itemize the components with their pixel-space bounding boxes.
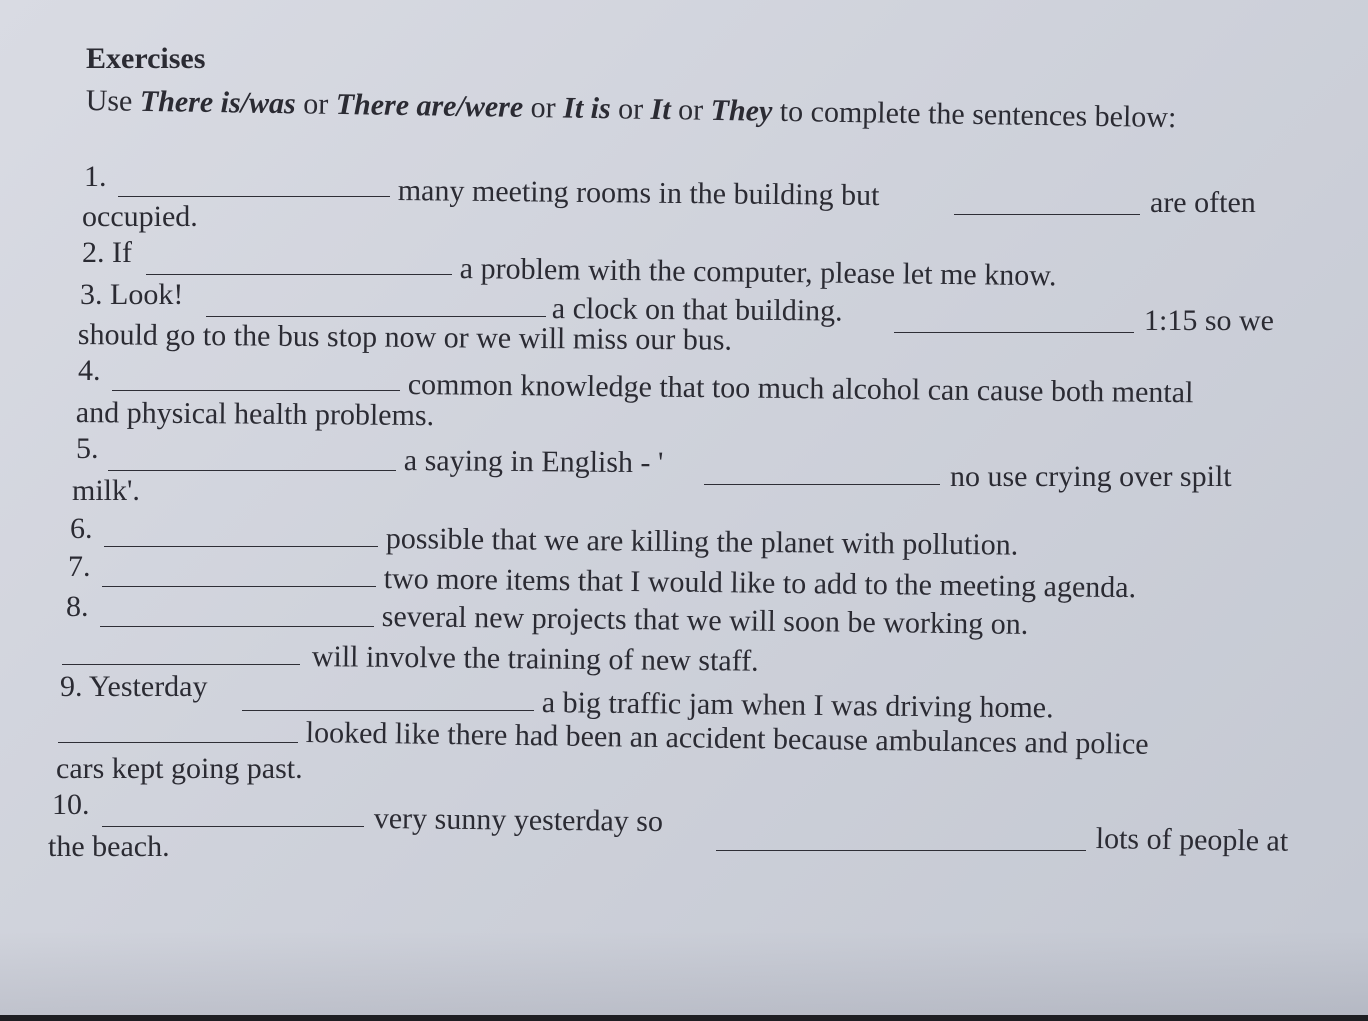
sentence-5-text-3: milk'. xyxy=(72,474,140,507)
sentence-10-blank-1[interactable] xyxy=(102,826,364,827)
sentence-7-text: two more items that I would like to add to the meeting agenda. xyxy=(383,562,1137,605)
sentence-1-text-2: are often xyxy=(1150,186,1256,219)
sentence-4-blank[interactable] xyxy=(112,390,400,391)
sentence-9-number: 9. Yesterday xyxy=(60,670,208,703)
worksheet-title: Exercises xyxy=(86,42,206,75)
page-shadow xyxy=(0,931,1368,1021)
sentence-2-blank[interactable] xyxy=(146,274,452,275)
sentence-8-blank-2[interactable] xyxy=(62,664,300,665)
sentence-6-text: possible that we are killing the planet with pollution. xyxy=(385,522,1019,562)
sentence-6-number: 6. xyxy=(70,512,93,545)
sentence-5-blank-1[interactable] xyxy=(108,470,396,471)
sentence-9-blank-2[interactable] xyxy=(58,742,298,743)
sentence-10-number: 10. xyxy=(52,788,90,821)
sentence-9-text-2: looked like there had been an accident because ambulances and police xyxy=(305,716,1149,761)
sentence-9-text-3: cars kept going past. xyxy=(56,752,303,785)
sentence-10-text-2: lots of people at xyxy=(1095,822,1289,858)
sentence-1-text-1: many meeting rooms in the building but xyxy=(397,174,880,213)
sentence-9-blank-1[interactable] xyxy=(242,710,534,711)
sentence-9-text-1: a big traffic jam when I was driving home. xyxy=(541,686,1054,725)
sentence-3-text-1: a clock on that building. xyxy=(551,292,843,328)
sentence-4-text-1: common knowledge that too much alcohol can cause both mental xyxy=(407,368,1194,410)
sentence-8-blank-1[interactable] xyxy=(100,626,374,627)
sentence-1-blank-1[interactable] xyxy=(118,196,390,197)
sentence-3-text-2: 1:15 so we xyxy=(1144,304,1274,337)
sentence-10-text-1: very sunny yesterday so xyxy=(373,802,664,839)
sentence-5-number: 5. xyxy=(76,432,99,465)
sentence-7-blank[interactable] xyxy=(102,586,376,587)
sentence-4-text-2: and physical health problems. xyxy=(75,396,435,433)
sentence-2-number: 2. If xyxy=(82,236,132,269)
sentence-5-text-2: no use crying over spilt xyxy=(950,460,1232,493)
sentence-3-blank-1[interactable] xyxy=(206,316,546,317)
sentence-1-text-3: occupied. xyxy=(82,200,198,233)
sentence-7-number: 7. xyxy=(68,550,91,583)
sentence-1-blank-2[interactable] xyxy=(954,214,1140,215)
sentence-3-number: 3. Look! xyxy=(80,278,184,311)
sentence-3-text-3: should go to the bus stop now or we will miss our bus. xyxy=(77,318,733,357)
sentence-8-text-2: will involve the training of new staff. xyxy=(311,640,759,678)
sentence-8-number: 8. xyxy=(66,590,89,623)
instructions: Use There is/was or There are/were or It is or It or They to complete the sentences below: xyxy=(85,84,1177,135)
sentence-1-number: 1. xyxy=(84,160,107,193)
sentence-2-text: a problem with the computer, please let me know. xyxy=(459,252,1057,293)
table-edge xyxy=(0,1015,1368,1021)
sentence-3-blank-2[interactable] xyxy=(894,332,1134,333)
sentence-5-blank-2[interactable] xyxy=(704,484,940,485)
sentence-5-text-1: a saying in English - ' xyxy=(403,444,664,480)
sentence-8-text-1: several new projects that we will soon be working on. xyxy=(381,600,1029,641)
sentence-10-text-3: the beach. xyxy=(48,830,170,863)
sentence-4-number: 4. xyxy=(78,354,101,387)
sentence-6-blank[interactable] xyxy=(104,546,378,547)
sentence-10-blank-2[interactable] xyxy=(716,850,1086,851)
